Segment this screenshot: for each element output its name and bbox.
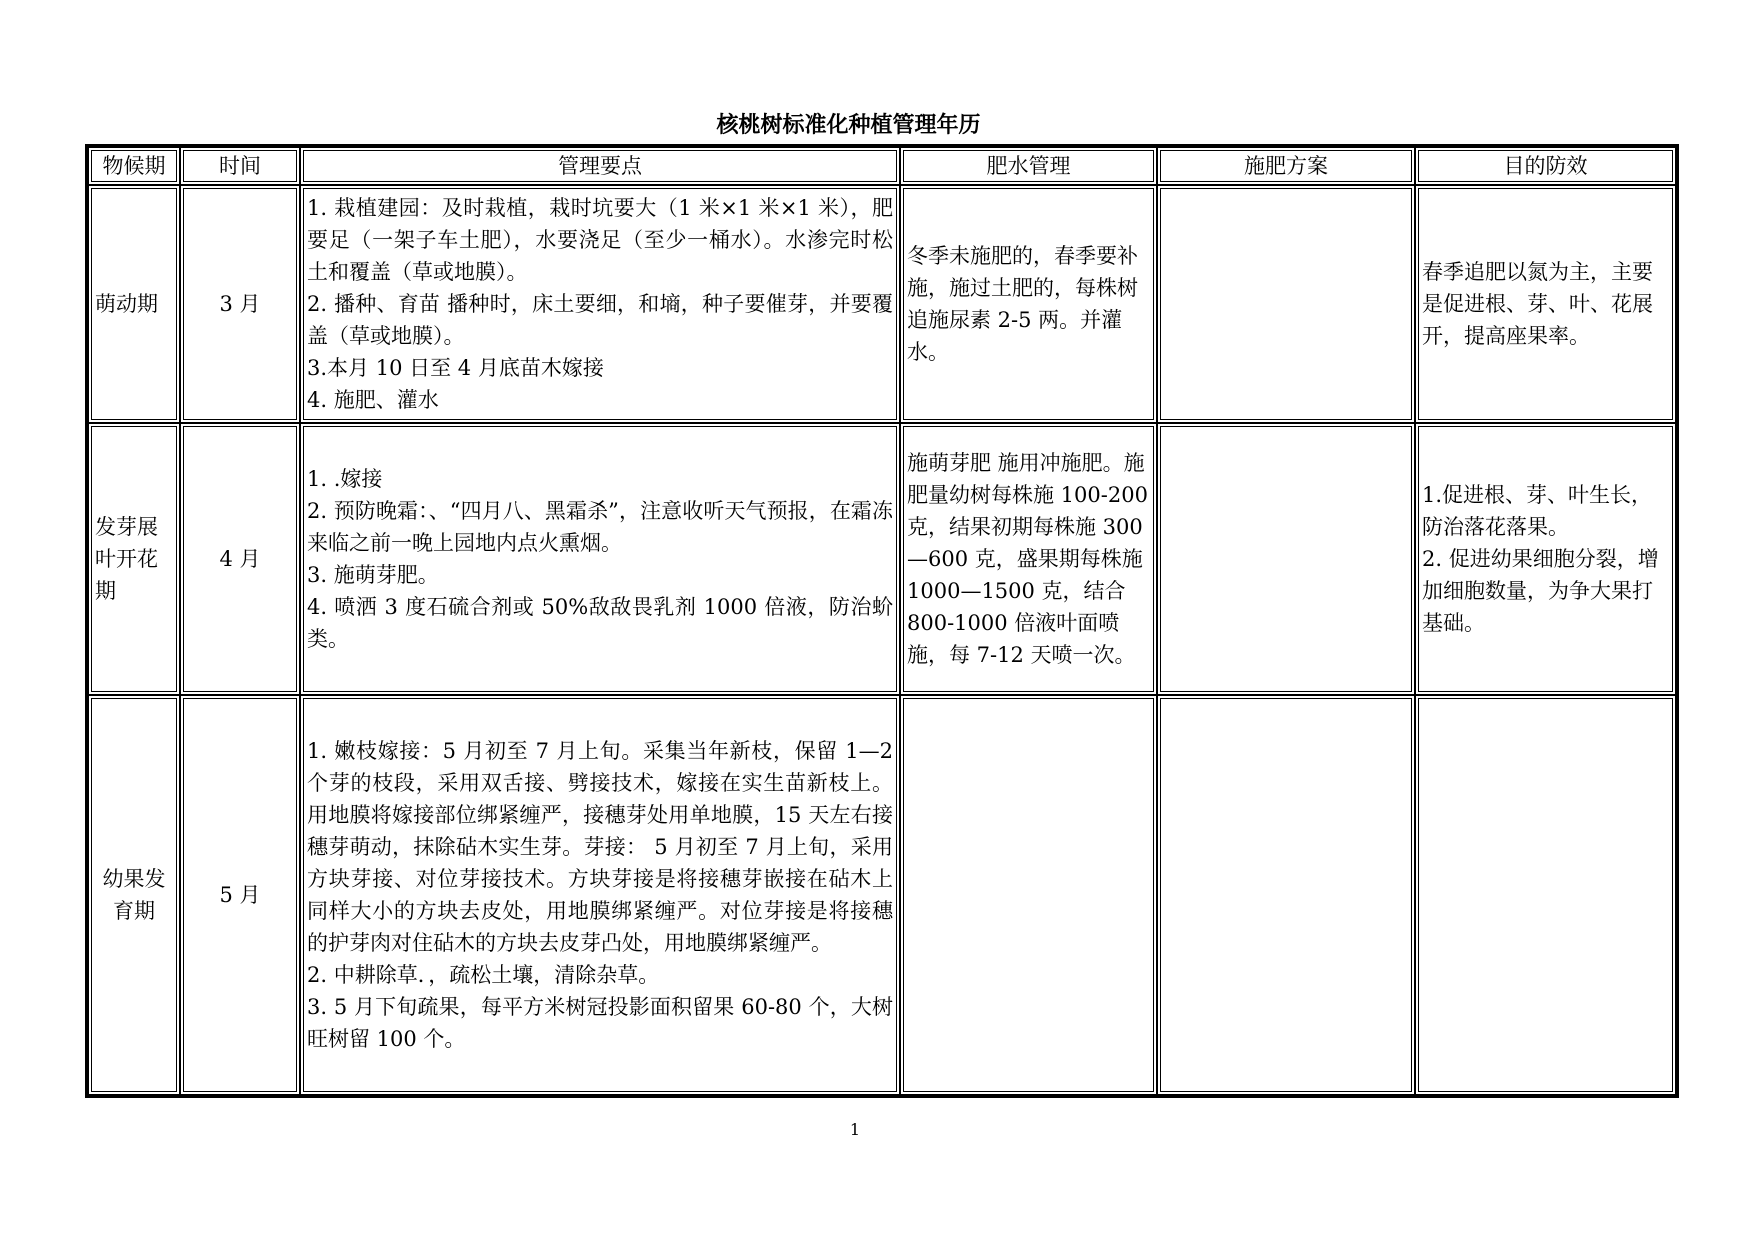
fertilization-plan-cell bbox=[1157, 695, 1415, 1095]
point-item: 2. 中耕除草．，疏松土壤，清除杂草。 bbox=[307, 963, 660, 987]
purpose-cell bbox=[1415, 423, 1676, 695]
management-points-cell bbox=[300, 423, 900, 695]
point-item: 3. 施萌芽肥。 bbox=[307, 563, 439, 587]
purpose-cell bbox=[1415, 695, 1676, 1095]
page-number: 1 bbox=[849, 1120, 861, 1139]
header-phase: 物候期 bbox=[88, 147, 180, 185]
fertilization-plan-cell bbox=[1157, 185, 1415, 423]
purpose-item: 2. 促进幼果细胞分裂，增加细胞数量，为争大果打基础。 bbox=[1422, 547, 1659, 635]
purpose-cell bbox=[1415, 185, 1676, 423]
fertilization-plan-cell bbox=[1157, 423, 1415, 695]
header-fertilization-plan: 施肥方案 bbox=[1157, 147, 1415, 185]
point-item: 3. 5 月下旬疏果，每平方米树冠投影面积留果 60-80 个，大树旺树留 100 个。 bbox=[307, 995, 893, 1051]
fertilizer-water-cell: 施萌芽肥 施用冲施肥。施肥量幼树每株施 100-200 克，结果初期每株施 300—600 克，盛果期每株施 1000—1500 克，结合 800-1000 倍液叶面喷施，每 7-12 天喷一次。 bbox=[900, 423, 1157, 695]
header-time: 时间 bbox=[180, 147, 300, 185]
point-item: 2. 预防晚霜：、“四月八、黑霜杀”，注意收听天气预报，在霜冻来临之前一晚上园地内点火熏烟。 bbox=[307, 499, 893, 555]
header-row bbox=[88, 147, 1676, 185]
purpose-item: 春季追肥以氮为主，主要是促进根、芽、叶、花展开，提高座果率。 bbox=[1422, 260, 1653, 348]
header-fertilizer-water: 肥水管理 bbox=[900, 147, 1157, 185]
point-item: 4. 喷洒 3 度石硫合剂或 50%敌敌畏乳剂 1000 倍液，防治蚧类。 bbox=[307, 595, 893, 651]
purpose-item: 1.促进根、芽、叶生长，防治落花落果。 bbox=[1422, 483, 1653, 539]
table-row bbox=[88, 185, 1676, 423]
point-item: 1. .嫁接 bbox=[307, 467, 383, 491]
time-cell: 3 月 bbox=[180, 185, 300, 423]
fertilizer-water-cell bbox=[900, 695, 1157, 1095]
time-cell: 5 月 bbox=[180, 695, 300, 1095]
point-item: 2. 播种、育苗 播种时，床土要细，和墒，种子要催芽，并要覆盖（草或地膜）。 bbox=[307, 292, 893, 348]
fertilizer-water-cell: 冬季未施肥的，春季要补施，施过土肥的，每株树追施尿素 2-5 两。并灌水。 bbox=[900, 185, 1157, 423]
table-row bbox=[88, 423, 1676, 695]
phase-cell: 萌动期 bbox=[88, 185, 180, 423]
phase-cell: 幼果发育期 bbox=[88, 695, 180, 1095]
time-cell: 4 月 bbox=[180, 423, 300, 695]
point-item: 1. 栽植建园：及时栽植，栽时坑要大（1 米×1 米×1 米），肥要足（一架子车土肥），水要浇足（至少一桶水）。水渗完时松土和覆盖（草或地膜）。 bbox=[307, 196, 893, 284]
management-calendar-table bbox=[85, 144, 1679, 1098]
header-management-points: 管理要点 bbox=[300, 147, 900, 185]
table-row bbox=[88, 695, 1676, 1095]
management-points-cell bbox=[300, 695, 900, 1095]
header-purpose: 目的防效 bbox=[1415, 147, 1676, 185]
page-title: 核桃树标准化种植管理年历 bbox=[716, 113, 981, 138]
point-item: 1. 嫩枝嫁接：5 月初至 7 月上旬。采集当年新枝，保留 1—2 个芽的枝段，采用双舌接、劈接技术，嫁接在实生苗新枝上。用地膜将嫁接部位绑紧缠严，接穗芽处用单地膜，15 天左右接穗芽萌动，抹除砧木实生芽。芽接： 5 月初至 7 月上旬，采用方块芽接、对位芽接技术。方块芽接是将接穗芽嵌接在砧木上同样大小的方块去皮处，用地膜绑紧缠严。对位芽接是将接穗的护芽肉对住砧木的方块去皮芽凸处，用地膜绑紧缠严。 bbox=[307, 739, 893, 955]
point-item: 3.本月 10 日至 4 月底苗木嫁接 bbox=[307, 356, 604, 380]
phase-cell: 发芽展叶开花期 bbox=[88, 423, 180, 695]
point-item: 4. 施肥、灌水 bbox=[307, 388, 439, 412]
management-points-cell bbox=[300, 185, 900, 423]
